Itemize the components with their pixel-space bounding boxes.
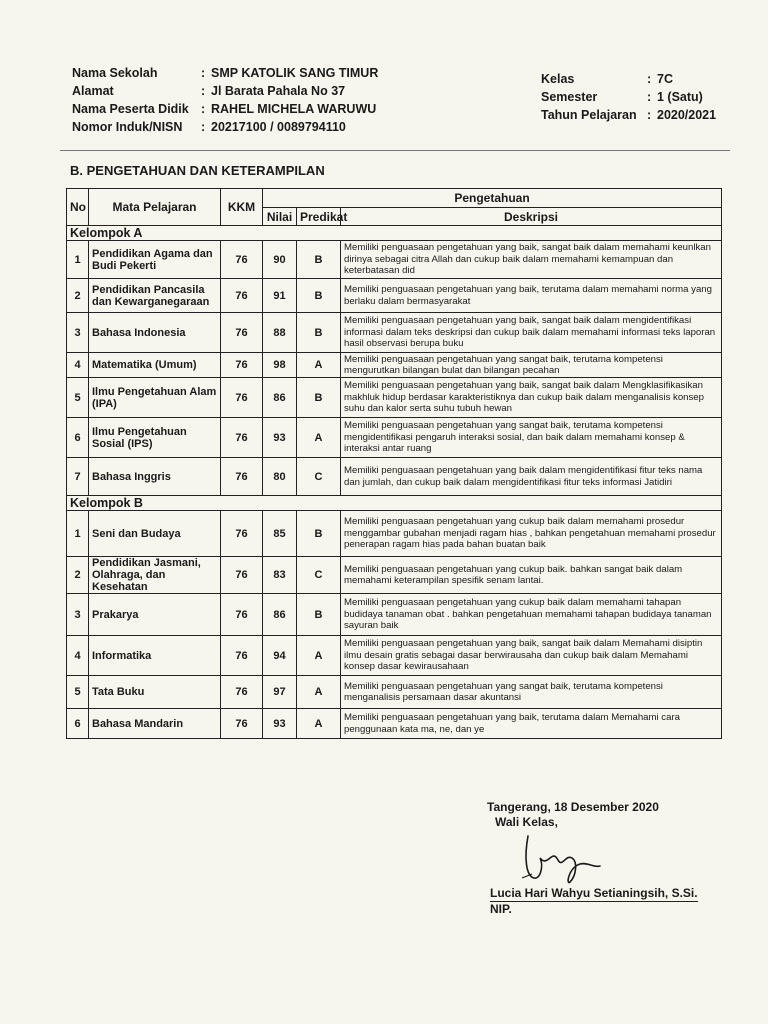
colon: : — [201, 102, 206, 116]
score-value: 88 — [263, 313, 297, 353]
grade-letter: C — [297, 557, 341, 594]
signature-block — [487, 800, 659, 830]
description: Memiliki penguasaan pengetahuan yang sangat baik, terutama kompetensi menganalisis persamaan dasar akuntansi — [341, 676, 722, 709]
subject-name: Prakarya — [89, 594, 221, 636]
col-header-deskripsi: Deskripsi — [341, 208, 722, 226]
kkm-value: 76 — [221, 709, 263, 739]
colon: : — [201, 84, 206, 98]
table-row — [67, 511, 722, 557]
description: Memiliki penguasaan pengetahuan yang cukup baik. bahkan sangat baik dalam memahami keterampilan spesifik senam lantai. — [341, 557, 722, 594]
kkm-value: 76 — [221, 511, 263, 557]
grade-letter: A — [297, 636, 341, 676]
subject-name: Pendidikan Agama dan Budi Pekerti — [89, 241, 221, 279]
score-value: 93 — [263, 709, 297, 739]
info-value: 1 (Satu) — [657, 90, 703, 104]
table-header-row — [67, 189, 722, 208]
table-row — [67, 418, 722, 458]
subject-name: Bahasa Indonesia — [89, 313, 221, 353]
row-number: 2 — [67, 279, 89, 313]
col-header-subject: Mata Pelajaran — [89, 189, 221, 226]
subject-name: Tata Buku — [89, 676, 221, 709]
nip-label: NIP. — [490, 902, 512, 916]
info-label: Tahun Pelajaran — [541, 108, 637, 122]
info-label: Nama Peserta Didik — [72, 102, 189, 116]
description: Memiliki penguasaan pengetahuan yang sangat baik, terutama kompetensi mengurutkan bilangan bulat dan bilangan pecahan — [341, 353, 722, 378]
group-label: Kelompok B — [67, 496, 722, 511]
info-value: 20217100 / 0089794110 — [211, 120, 346, 134]
row-number: 6 — [67, 709, 89, 739]
table-row — [67, 636, 722, 676]
table-row — [67, 709, 722, 739]
section-title: B. PENGETAHUAN DAN KETERAMPILAN — [70, 163, 325, 178]
kkm-value: 76 — [221, 458, 263, 496]
row-number: 1 — [67, 511, 89, 557]
description: Memiliki penguasaan pengetahuan yang baik dalam mengidentifikasi fitur teks nama dan jumlah, dan cukup baik dalam mengidentifikasi fitur teks informasi Jatidiri — [341, 458, 722, 496]
grade-letter: A — [297, 676, 341, 709]
class-info — [541, 70, 716, 124]
col-header-nilai: Nilai — [263, 208, 297, 226]
grade-letter: B — [297, 378, 341, 418]
signer-name: Lucia Hari Wahyu Setianingsih, S.Si. — [490, 886, 698, 900]
row-number: 5 — [67, 378, 89, 418]
info-label: Kelas — [541, 72, 575, 86]
score-value: 80 — [263, 458, 297, 496]
description: Memiliki penguasaan pengetahuan yang baik, terutama dalam Memahami cara penggunaan kata ma, ne, dan ye — [341, 709, 722, 739]
description: Memiliki penguasaan pengetahuan yang baik, sangat baik dalam memahami keunlkan dirinya sebagai citra Allah dan cukup baik dalam memahami kemampuan dan keterbatasan did — [341, 241, 722, 279]
table-row — [67, 557, 722, 594]
col-header-no: No — [67, 189, 89, 226]
row-number: 3 — [67, 594, 89, 636]
info-label: Alamat — [72, 84, 114, 98]
col-header-kkm: KKM — [221, 189, 263, 226]
kkm-value: 76 — [221, 418, 263, 458]
col-header-predikat: Predikat — [297, 208, 341, 226]
table-row — [67, 241, 722, 279]
grade-letter: B — [297, 594, 341, 636]
divider — [60, 150, 730, 151]
kkm-value: 76 — [221, 636, 263, 676]
kkm-value: 76 — [221, 378, 263, 418]
row-number: 4 — [67, 353, 89, 378]
info-value: Jl Barata Pahala No 37 — [211, 84, 346, 98]
score-value: 83 — [263, 557, 297, 594]
table-row — [67, 378, 722, 418]
info-row — [541, 70, 716, 88]
colon: : — [647, 90, 652, 104]
row-number: 5 — [67, 676, 89, 709]
subject-name: Ilmu Pengetahuan Alam (IPA) — [89, 378, 221, 418]
signer — [490, 886, 698, 916]
subject-name: Pendidikan Jasmani, Olahraga, dan Kesehatan — [89, 557, 221, 594]
group-row — [67, 496, 722, 511]
info-label: Nama Sekolah — [72, 66, 158, 80]
grade-letter: A — [297, 353, 341, 378]
grade-letter: B — [297, 241, 341, 279]
grade-letter: A — [297, 709, 341, 739]
description: Memiliki penguasaan pengetahuan yang baik, sangat baik dalam mengidentifikasi informasi dalam teks deskripsi dan cukup baik dalam memahami informasi teks laporan hasil observasi berupa buku — [341, 313, 722, 353]
description: Memiliki penguasaan pengetahuan yang baik, terutama dalam memahami norma yang berlaku dalam bermasyarakat — [341, 279, 722, 313]
kkm-value: 76 — [221, 676, 263, 709]
row-number: 7 — [67, 458, 89, 496]
score-value: 86 — [263, 378, 297, 418]
row-number: 4 — [67, 636, 89, 676]
grade-letter: B — [297, 511, 341, 557]
kkm-value: 76 — [221, 279, 263, 313]
col-header-pengetahuan: Pengetahuan — [263, 189, 722, 208]
score-value: 91 — [263, 279, 297, 313]
score-value: 86 — [263, 594, 297, 636]
kkm-value: 76 — [221, 557, 263, 594]
score-value: 98 — [263, 353, 297, 378]
info-row — [72, 64, 378, 82]
kkm-value: 76 — [221, 353, 263, 378]
subject-name: Pendidikan Pancasila dan Kewarganegaraan — [89, 279, 221, 313]
info-value: SMP KATOLIK SANG TIMUR — [211, 66, 379, 80]
info-row — [72, 100, 378, 118]
row-number: 1 — [67, 241, 89, 279]
colon: : — [647, 108, 652, 122]
subject-name: Ilmu Pengetahuan Sosial (IPS) — [89, 418, 221, 458]
table-row — [67, 458, 722, 496]
score-value: 97 — [263, 676, 297, 709]
subject-name: Bahasa Mandarin — [89, 709, 221, 739]
grade-letter: C — [297, 458, 341, 496]
row-number: 2 — [67, 557, 89, 594]
info-value: 2020/2021 — [657, 108, 717, 122]
row-number: 3 — [67, 313, 89, 353]
group-row — [67, 226, 722, 241]
info-row — [72, 118, 378, 136]
handwritten-signature — [518, 828, 618, 888]
description: Memiliki penguasaan pengetahuan yang baik, sangat baik dalam Memahami disiptin ilmu desain gratis sebagai dasar berwirausaha dan cukup baik dalam Memahami konsep dasar kewirausahaan — [341, 636, 722, 676]
row-number: 6 — [67, 418, 89, 458]
description: Memiliki penguasaan pengetahuan yang cukup baik dalam memahami prosedur menggambar gubahan menjadi ragam hias , bahkan pengetahuan memahami prosedur penerapan ragam hias pada bahan buatan baik — [341, 511, 722, 557]
group-label: Kelompok A — [67, 226, 722, 241]
info-row — [72, 82, 378, 100]
table-row — [67, 676, 722, 709]
subject-name: Seni dan Budaya — [89, 511, 221, 557]
grade-letter: A — [297, 418, 341, 458]
info-row — [541, 106, 716, 124]
score-value: 90 — [263, 241, 297, 279]
info-value: 7C — [657, 72, 673, 86]
colon: : — [647, 72, 652, 86]
subject-name: Informatika — [89, 636, 221, 676]
score-value: 94 — [263, 636, 297, 676]
kkm-value: 76 — [221, 313, 263, 353]
info-row — [541, 88, 716, 106]
info-label: Semester — [541, 90, 598, 104]
info-value: RAHEL MICHELA WARUWU — [211, 102, 377, 116]
subject-name: Bahasa Inggris — [89, 458, 221, 496]
subject-name: Matematika (Umum) — [89, 353, 221, 378]
info-label: Nomor Induk/NISN — [72, 120, 183, 134]
place-date: Tangerang, 18 Desember 2020 — [487, 800, 659, 814]
table-row — [67, 594, 722, 636]
grades-table — [66, 188, 722, 739]
table-row — [67, 353, 722, 378]
description: Memiliki penguasaan pengetahuan yang cukup baik dalam memahami tahapan budidaya tanaman obat . bahkan pengetahuan memahami tahapan budidaya tanaman sayuran baik — [341, 594, 722, 636]
grade-letter: B — [297, 313, 341, 353]
grade-letter: B — [297, 279, 341, 313]
table-row — [67, 313, 722, 353]
colon: : — [201, 66, 206, 80]
table-row — [67, 279, 722, 313]
kkm-value: 76 — [221, 241, 263, 279]
signer-role: Wali Kelas, — [495, 815, 558, 829]
score-value: 93 — [263, 418, 297, 458]
description: Memiliki penguasaan pengetahuan yang baik, sangat baik dalam Mengklasifikasikan makhluk hidup berdasar karakteristiknya dan cukup baik dalam menganalisis konsep suhu dan kalor serta suhu tubuh hewan — [341, 378, 722, 418]
description: Memiliki penguasaan pengetahuan yang sangat baik, terutama kompetensi mengidentifikasi pengaruh interaksi sosial, dan baik dalam memahami konsep & interaksi antar ruang — [341, 418, 722, 458]
kkm-value: 76 — [221, 594, 263, 636]
colon: : — [201, 120, 206, 134]
student-info — [72, 64, 378, 136]
score-value: 85 — [263, 511, 297, 557]
